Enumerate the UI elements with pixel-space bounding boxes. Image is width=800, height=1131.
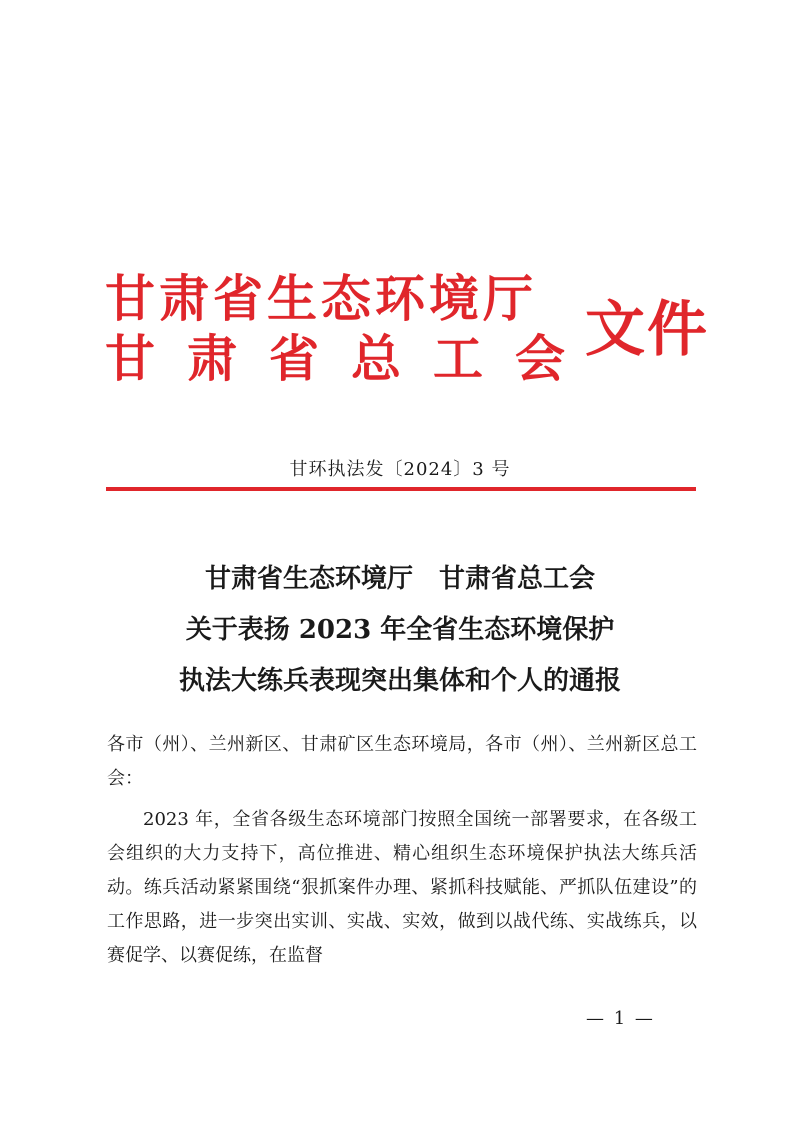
- red-separator-line: [106, 487, 696, 491]
- body-paragraph-block: [107, 803, 697, 973]
- body-paragraph-1: 2023 年，全省各级生态环境部门按照全国统一部署要求，在各级工会组织的大力支持下，高位推进、精心组织生态环境保护执法大练兵活动。练兵活动紧紧围绕“狠抓案件办理、紧抓科技赋能、严抓队伍建设”的工作思路，进一步突出实训、实战、实效，做到以战代练、实战练兵，以赛促学、以赛促练，在监督: [107, 809, 697, 966]
- issuer-line-federation-of-trade-unions: 甘肃省总工会: [105, 330, 597, 388]
- addressee-text: 各市（州）、兰州新区、甘肃矿区生态环境局，各市（州）、兰州新区总工会：: [107, 734, 697, 789]
- document-number: 甘环执法发〔2024〕3 号: [289, 459, 511, 480]
- title-line-3: 执法大练兵表现突出集体和个人的通报: [178, 666, 621, 696]
- document-type-label: 文件: [585, 295, 709, 365]
- addressee-block: [107, 728, 697, 796]
- page-number: — 1 —: [586, 1008, 655, 1029]
- title-line-2: 关于表扬 2023 年全省生态环境保护: [185, 615, 615, 645]
- issuer-line-environment-department: 甘肃省生态环境厅: [105, 270, 537, 328]
- title-line-1: 甘肃省生态环境厅 甘肃省总工会: [204, 564, 595, 594]
